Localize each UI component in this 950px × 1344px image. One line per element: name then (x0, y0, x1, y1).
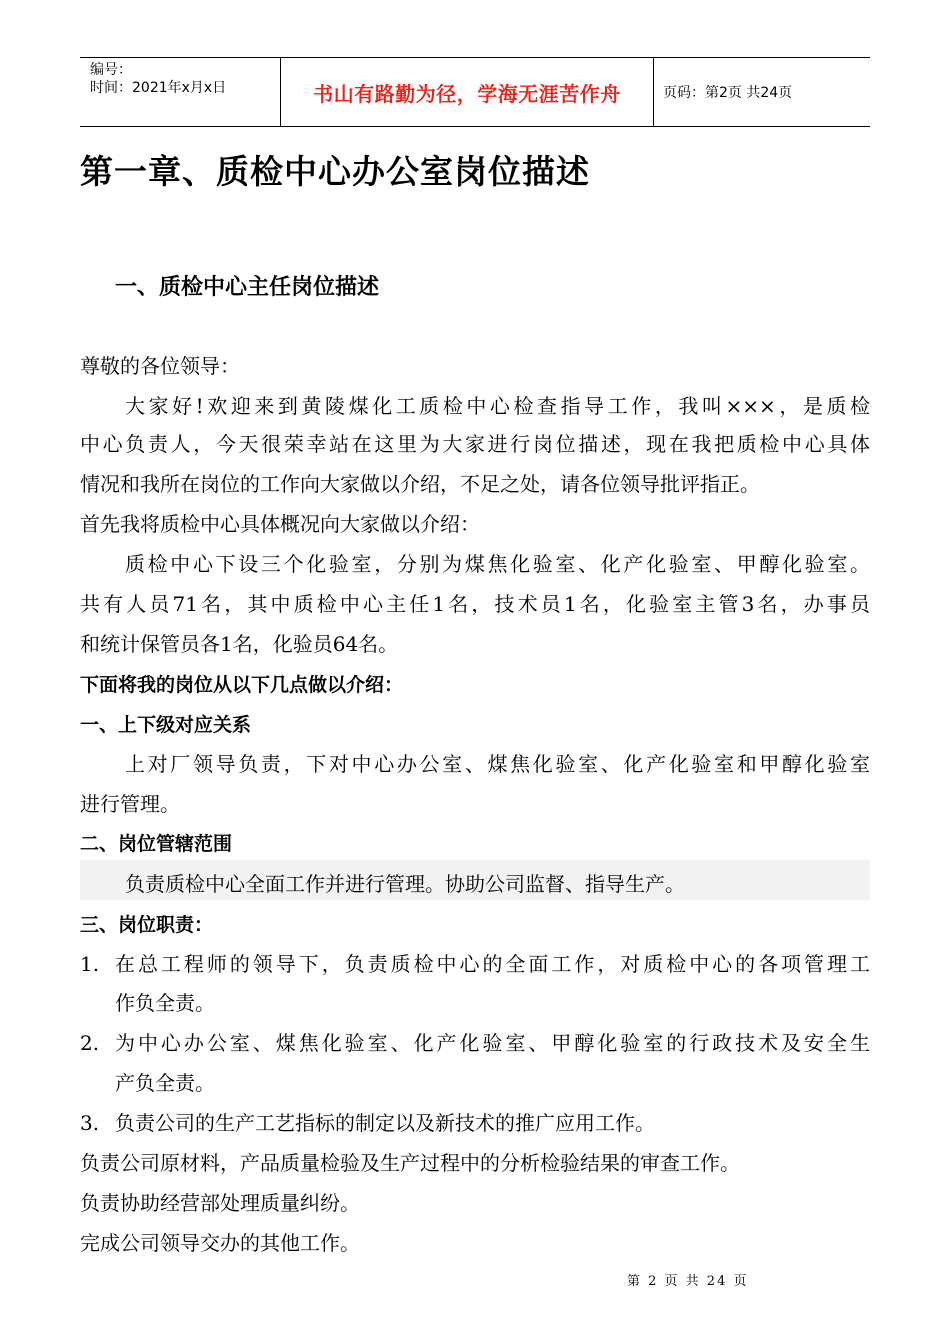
relations-line-2: 进行管理。 (80, 792, 180, 816)
duty-2-line-2: 产负全责。 (115, 1071, 215, 1095)
duty-6-text: 完成公司领导交办的其他工作。 (80, 1231, 360, 1255)
labs-line-2: 共有人员71名，其中质检中心主任1名，技术员1名，化验室主管3名，办事员 (80, 592, 870, 616)
motto: 书山有路勤为径，学海无涯苦作舟 (281, 58, 654, 126)
labs-line-3: 和统计保管员各1名，化验员64名。 (80, 632, 399, 656)
scope-text: 负责质检中心全面工作并进行管理。协助公司监督、指导生产。 (125, 872, 685, 896)
duty-1-line-2: 作负全责。 (115, 991, 215, 1015)
section-title: 一、质检中心主任岗位描述 (115, 275, 380, 300)
duty-4-text: 负责公司原材料，产品质量检验及生产过程中的分析检验结果的审查工作。 (80, 1151, 740, 1175)
number-label: 编号： (90, 62, 132, 78)
intro-line-1: 大家好!欢迎来到黄陵煤化工质检中心检查指导工作，我叫×××，是质检 (125, 394, 870, 418)
labs-line-1: 质检中心下设三个化验室，分别为煤焦化验室、化产化验室、甲醇化验室。 (125, 552, 870, 576)
intro-line-2: 中心负责人，今天很荣幸站在这里为大家进行岗位描述，现在我把质检中心具体 (80, 432, 870, 456)
duty-3-number: 3. (80, 1111, 100, 1135)
time-label: 时间：2021年x月x日 (90, 80, 227, 96)
page-footer: 第 2 页 共 24 页 (627, 1274, 749, 1289)
duty-2-line-1: 为中心办公室、煤焦化验室、化产化验室、甲醇化验室的行政技术及安全生 (115, 1031, 870, 1055)
duty-1-line-1: 在总工程师的领导下，负责质检中心的全面工作，对质检中心的各项管理工 (115, 952, 870, 976)
greeting: 尊敬的各位领导： (80, 354, 240, 378)
duty-3-text: 负责公司的生产工艺指标的制定以及新技术的推广应用工作。 (115, 1111, 655, 1135)
heading-relations: 一、上下级对应关系 (80, 714, 252, 736)
overview-line: 首先我将质检中心具体概况向大家做以介绍： (80, 512, 480, 536)
points-intro: 下面将我的岗位从以下几点做以介绍： (80, 674, 404, 696)
intro-line-3: 情况和我所在岗位的工作向大家做以介绍，不足之处，请各位领导批评指正。 (80, 472, 760, 496)
header-meta-cell (80, 58, 281, 126)
relations-line-1: 上对厂领导负责，下对中心办公室、煤焦化验室、化产化验室和甲醇化验室 (125, 752, 870, 776)
heading-duties: 三、岗位职责： (80, 914, 214, 936)
chapter-title: 第一章、质检中心办公室岗位描述 (80, 152, 590, 191)
duty-1-number: 1. (80, 952, 100, 976)
page-info: 页码：第2页 共24页 (663, 85, 793, 101)
heading-scope: 二、岗位管辖范围 (80, 833, 233, 855)
duty-2-number: 2. (80, 1031, 100, 1055)
duty-5-text: 负责协助经营部处理质量纠纷。 (80, 1191, 360, 1215)
header-table (80, 57, 870, 127)
